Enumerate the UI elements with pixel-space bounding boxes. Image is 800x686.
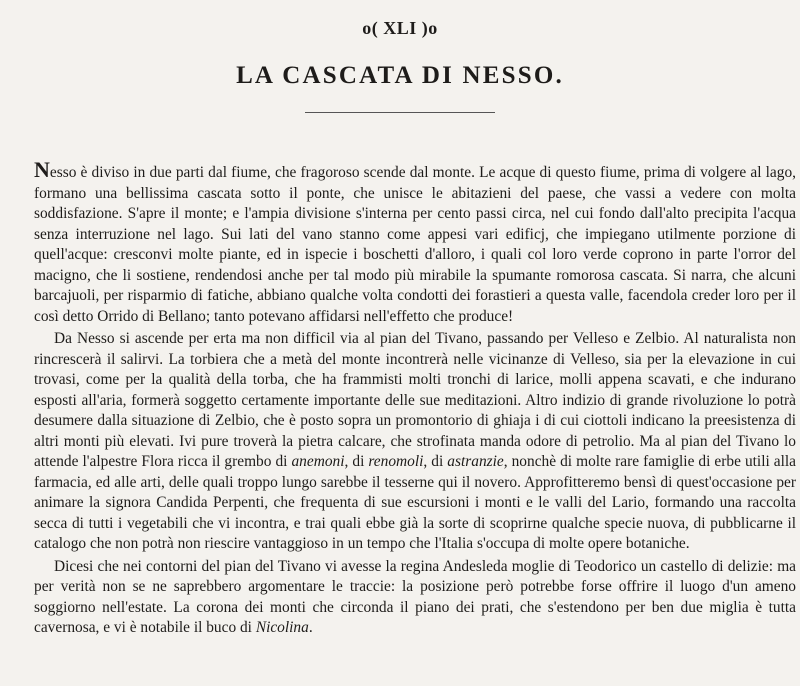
page-number: o( XLI )o	[362, 18, 438, 38]
drop-cap: N	[34, 157, 50, 182]
body-text	[34, 157, 796, 639]
italic-term: anemoni	[291, 453, 345, 470]
text-run: Dicesi che nei contorni del pian del Tivano vi avesse la regina Andesleda moglie di Teodorico un castello di delizie: ma per verità non se ne saprebbero argomentare le traccie: la posizione però potrebbe forse offrire il luogo d'un ameno soggiorno nell'estate. La corona dei monti che circonda il piano dei prati, che s'estendono per ben due miglia è tutta cavernosa, e vi è notabile il buco di	[34, 557, 796, 636]
text-run: , di	[423, 453, 448, 470]
italic-term: Nicolina	[255, 619, 309, 636]
title-divider	[305, 112, 495, 113]
chapter-title: LA CASCATA DI NESSO.	[236, 62, 564, 89]
paragraph	[34, 329, 796, 555]
italic-term: renomoli	[368, 453, 424, 470]
paragraph	[34, 557, 796, 639]
italic-term: astranzie	[447, 453, 504, 470]
text-run: .	[308, 619, 313, 636]
text-run: esso è diviso in due parti dal fiume, che fragoroso scende dal monte. Le acque di questo fiume, prima di volgere al lago, formano una bellissima cascata sotto il ponte, che unisce le abitazieni del paese, che vassi a vedere con molta soddisfazione. S'apre il monte; e l'ampia divisione s'interna per cento passi circa, nel cui fondo dall'alto precipita l'acqua senza interruzione nel lago. Sui lati del vano stanno come appesi vari edificj, che impiegano utilmente porzione di quell'acque: cresconvi molte piante, ed in ispecie i boschetti d'alloro, i quali col loro verde coprono in parte l'orror del macigno, che li sostiene, rendendosi anche per tal modo più mirabile la spumante romorosa cascata. Si narra, che alcuni barcajuoli, per risparmio di fatiche, abbiano qualche volta condotti dei forastieri a questa valle, facendola creder loro per il così detto Orrido di Bellano; tanto potevano affidarsi nell'effetto che produce!	[34, 164, 796, 325]
text-run: Da Nesso si ascende per erta ma non difficil via al pian del Tivano, passando per Velleso e Zelbio. Al naturalista non rincrescerà il salirvi. La torbiera che a metà del monte incontrerà nelle vicinanze di Velleso, sia per la elevazione in cui trovasi, come per la qualità della torba, che ha frammisti molti tronchi di larice, molli appena scavati, e che indurano esposti all'aria, formerà soggetto certamente importante delle sue meditazioni. Altro indizio di grande rivoluzione lo potrà desumere dalla situazione di Zelbio, che è posto sopra un promontorio di ghiaja i di cui ciottoli indicano la preesistenza di altri monti più elevati. Ivi pure troverà la pietra calcare, che strofinata manda odore di petrolio. Ma al pian del Tivano lo attende l'alpestre Flora ricca il grembo di	[34, 330, 796, 470]
paragraph	[34, 157, 796, 327]
text-run: , nonchè di molte rare famiglie di erbe utili alla farmacia, ed alle arti, delle quali troppo lungo sarebbe il tesserne qui il novero. Approfitteremo bensì di quest'occasione per animare la signora Candida Perpenti, che frequenta di sue escursioni i monti e le valli del Lario, formando una raccolta secca di tutti i vegetabili che vi incontra, e trai quali ebbe già la sorte di scoprirne qualche specie nuova, di pubblicarne il catalogo che non potrà non riescire vantaggioso in un tempo che l'Italia s'occupa di molte opere botaniche.	[34, 453, 796, 552]
text-run: , di	[344, 453, 369, 470]
